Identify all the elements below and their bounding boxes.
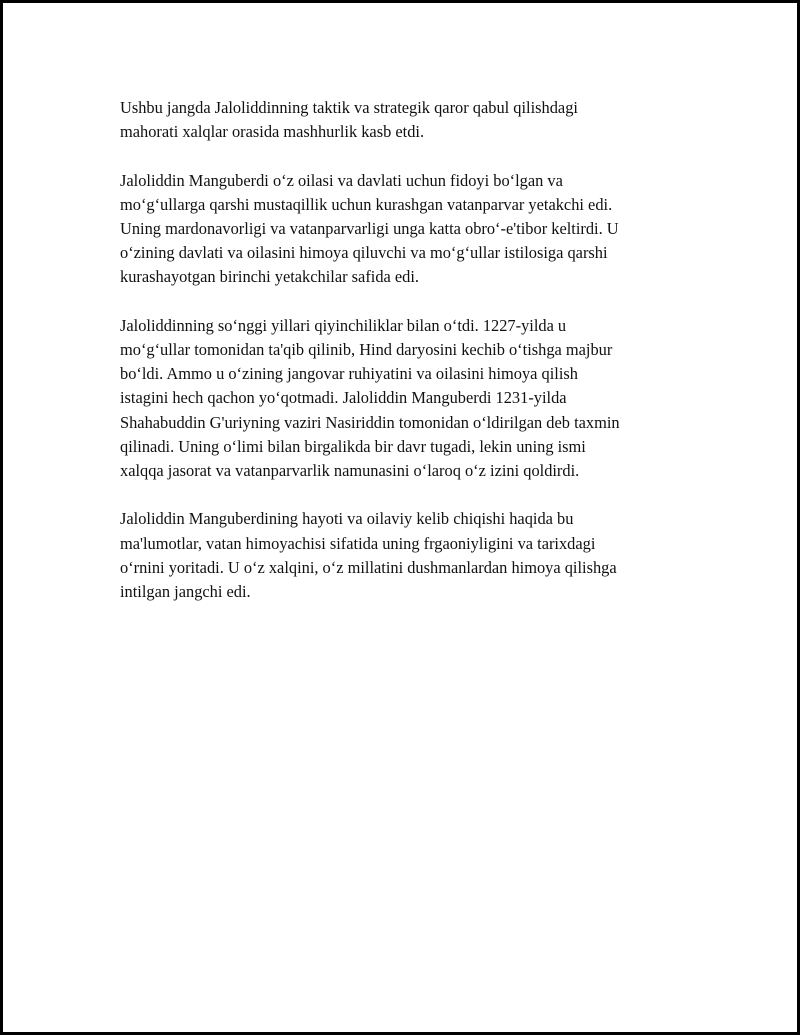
document-body xyxy=(120,96,690,628)
paragraph: Ushbu jangda Jaloliddinning taktik va strategik qaror qabul qilishdagi mahorati xalqlar orasida mashhurlik kasb etdi. xyxy=(120,98,578,142)
paragraph: Jaloliddinning so‘nggi yillari qiyinchiliklar bilan o‘tdi. 1227-yilda u mo‘g‘ullar tomonidan ta'qib qilinib, Hind daryosini kechib o‘tishga majbur bo‘ldi. Ammo u o‘zining jangovar ruhiyatini va oilasini himoya qilish istagini hech qachon yo‘qotmadi. Jaloliddin Manguberdi 1231-yilda Shahabuddin G'uriyning vaziri Nasiriddin tomonidan o‘ldirilgan deb taxmin qilinadi. Uning o‘limi bilan birgalikda bir davr tugadi, lekin uning ismi xalqqa jasorat va vatanparvarlik namunasini o‘laroq o‘z izini qoldirdi. xyxy=(120,315,620,481)
paragraph: Jaloliddin Manguberdi o‘z oilasi va davlati uchun fidoyi bo‘lgan va mo‘g‘ullarga qarshi mustaqillik uchun kurashgan vatanparvar yetakchi edi. Uning mardonavorligi va vatanparvarligi unga katta obro‘-e'tibor keltirdi. U o‘zining davlati va oilasini himoya qiluvchi va mo‘g‘ullar istilosiga qarshi kurashayotgan birinchi yetakchilar safida edi. xyxy=(120,170,619,287)
paragraph: Jaloliddin Manguberdining hayoti va oilaviy kelib chiqishi haqida bu ma'lumotlar, vatan himoyachisi sifatida uning frgaoniyligini va tarixdagi o‘rnini yoritadi. U o‘z xalqini, o‘z millatini dushmanlardan himoya qilishga intilgan jangchi edi. xyxy=(120,509,617,602)
